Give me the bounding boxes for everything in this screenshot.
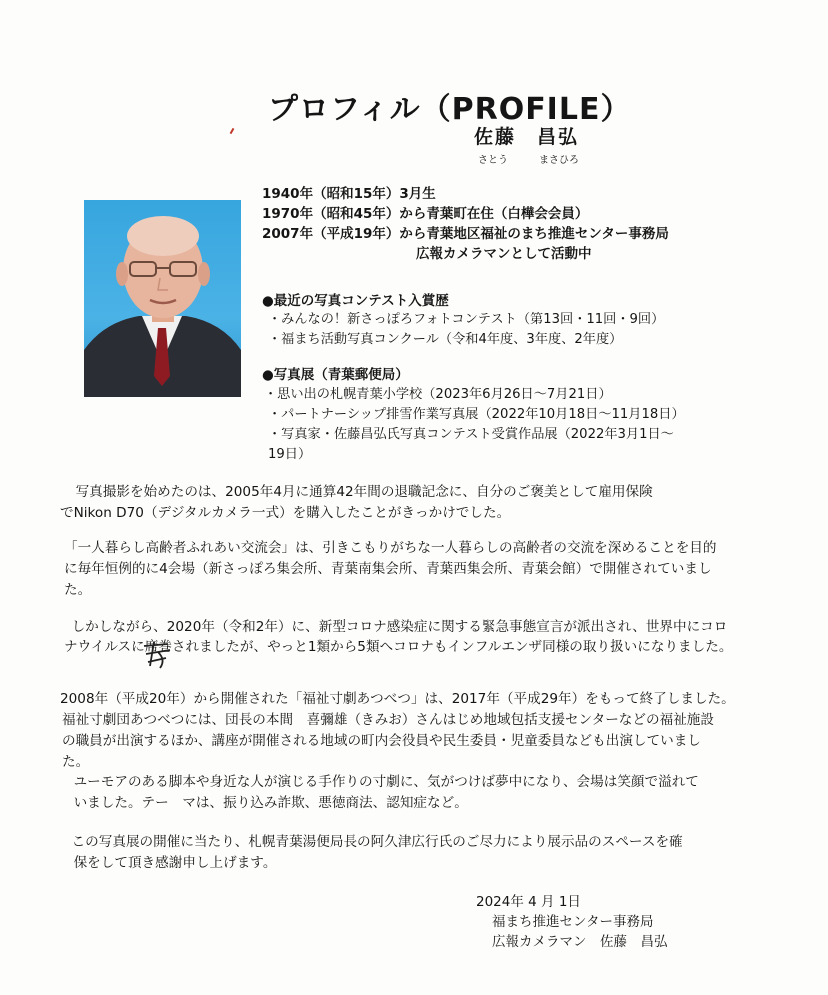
body-paragraph-line: 写真撮影を始めたのは、2005年4月に通算42年間の退職記念に、自分のご褒美として雇用保険 — [62, 484, 653, 500]
bio-birth: 1940年（昭和15年）3月生 — [262, 186, 436, 202]
body-paragraph-line: 「一人暮らし高齢者ふれあい交流会」は、引きこもりがちな一人暮らしの高齢者の交流を深めることを目的 — [64, 540, 717, 556]
signature-role: 広報カメラマン 佐藤 昌弘 — [492, 934, 668, 950]
body-paragraph-line: この写真展の開催に当たり、札幌青葉湯便局長の阿久津広行氏のご尽力により展示品のスペースを確 — [58, 834, 683, 850]
bio-role-cont: 広報カメラマンとして活動中 — [416, 246, 592, 262]
body-paragraph-line: の職員が出演するほか、講座が開催される地域の町内会役員や民生委員・児童委員なども出演していまし — [62, 733, 701, 749]
signature-org: 福まち推進センター事務局 — [492, 914, 654, 930]
exhibition-item: ・写真家・佐藤昌弘氏写真コンテスト受賞作品展（2022年3月1日～ — [268, 427, 674, 442]
signature-date: 2024年 4 月 1日 — [476, 894, 581, 910]
red-mark — [230, 128, 235, 134]
body-paragraph-line: 保をして頂き感謝申し上げます。 — [60, 855, 277, 871]
body-paragraph-line: ナウイルスに席巻されましたが、やっと1類から5類へコロナもインフルエンザ同様の取り扱いになりました。 — [64, 639, 733, 655]
name-ruby-given: まさひろ — [539, 155, 579, 166]
body-paragraph-line: ユーモアのある脚本や身近な人が演じる手作りの寸劇に、気がつけば夢中になり、会場は笑顔で溢れて — [60, 774, 699, 790]
body-paragraph-line: しかしながら、2020年（令和2年）に、新型コロナ感染症に関する緊急事態宣言が派出され、世界中にコロ — [58, 619, 728, 635]
body-paragraph-line: に毎年恒例的に4会場（新さっぽろ集会所、青葉南集会所、青葉西集会所、青葉会館）で開催されていまし — [64, 561, 712, 577]
award-item: ・福まち活動写真コンクール（令和4年度、3年度、2年度） — [268, 332, 623, 347]
body-paragraph-line: でNikon D70（デジタルカメラ一式）を購入したことがきっかけでした。 — [60, 505, 511, 521]
awards-heading: ●最近の写真コンテスト入賞歴 — [262, 293, 449, 309]
name-ruby-surname: さとう — [478, 155, 508, 166]
body-paragraph-line: 福祉寸劇団あつべつには、団長の本間 喜彌雄（きみお）さんはじめ地域包括支援センターなどの福祉施設 — [62, 712, 714, 728]
author-name: 佐藤 昌弘 — [474, 126, 580, 148]
exhibitions-heading: ●写真展（青葉郵便局） — [262, 367, 409, 383]
exhibition-item: ・パートナーシップ排雪作業写真展（2022年10月18日～11月18日） — [268, 407, 685, 422]
bio-role: 2007年（平成19年）から青葉地区福祉のまち推進センター事務局 — [262, 226, 669, 242]
body-paragraph-line: いました。テー マは、振り込み詐欺、悪徳商法、認知症など。 — [60, 795, 468, 811]
portrait-photo — [84, 200, 241, 397]
body-paragraph-line: た。 — [62, 754, 90, 770]
page-title: プロフィル（PROFILE） — [268, 92, 632, 127]
body-paragraph-line: 2008年（平成20年）から開催された「福祉寸劇あつべつ」は、2017年（平成29年）をもって終了しました。 — [60, 691, 735, 707]
exhibition-item: ・思い出の札幌青葉小学校（2023年6月26日～7月21日） — [264, 387, 612, 402]
handwritten-correction — [140, 640, 174, 674]
award-item: ・みんなの！新さっぽろフォトコンテスト（第13回・11回・9回） — [268, 312, 665, 327]
body-paragraph-line: た。 — [64, 582, 92, 598]
exhibition-item: 19日） — [268, 447, 312, 462]
bio-residence: 1970年（昭和45年）から青葉町在住（白樺会会員） — [262, 206, 589, 222]
